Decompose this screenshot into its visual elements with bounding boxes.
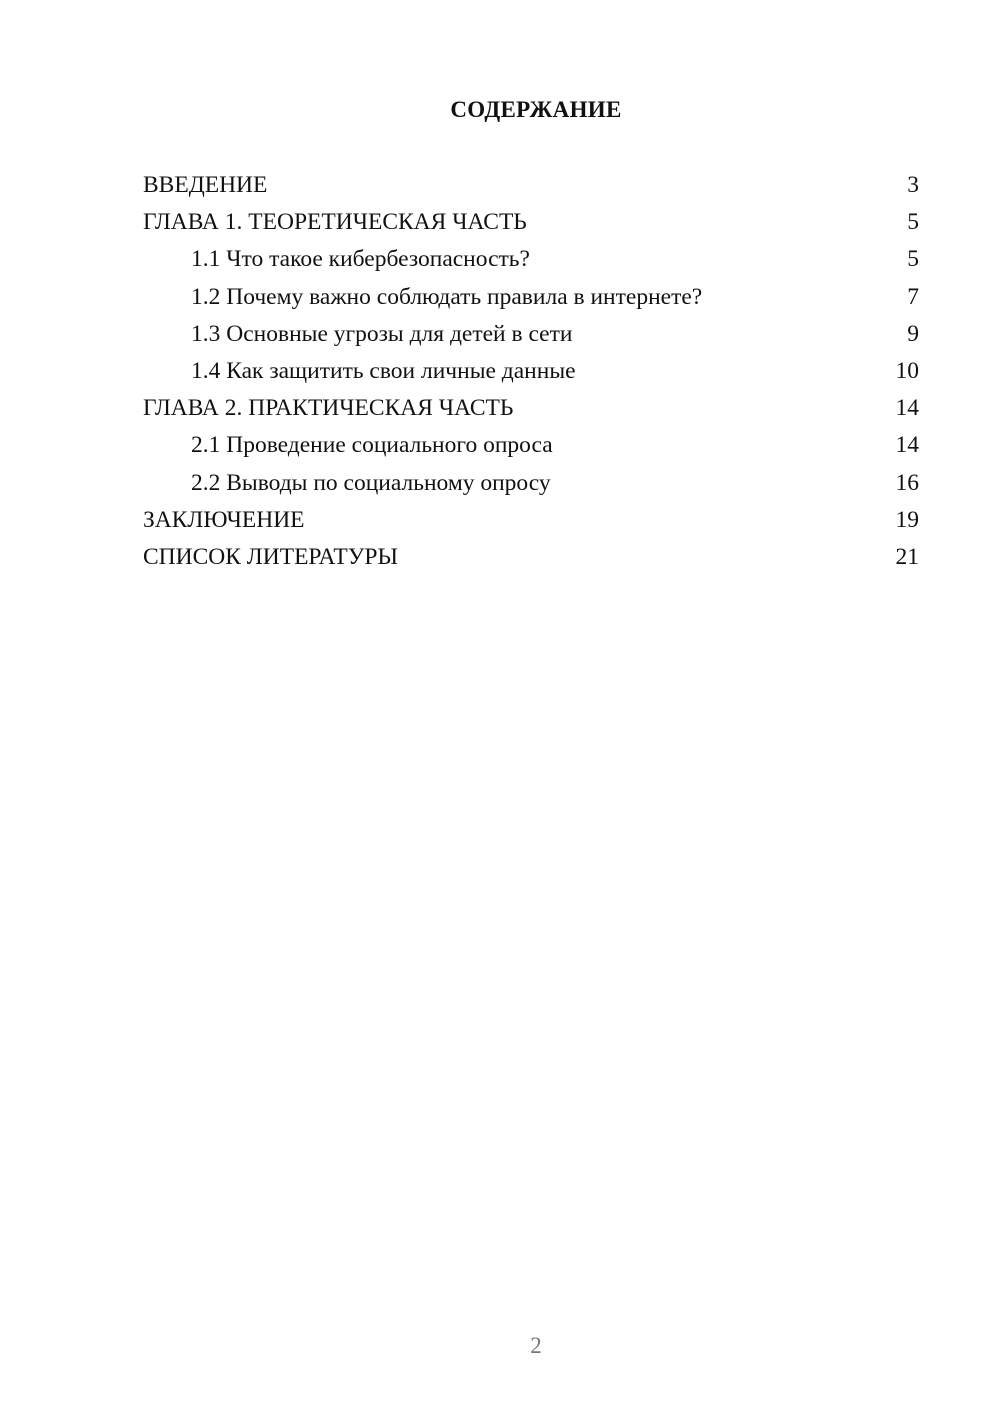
table-of-contents bbox=[143, 167, 919, 576]
toc-entry-label: ЗАКЛЮЧЕНИЕ bbox=[143, 506, 305, 533]
toc-entry-page: 16 bbox=[895, 469, 919, 496]
toc-entry bbox=[143, 465, 919, 502]
toc-entry bbox=[143, 204, 919, 241]
toc-entry bbox=[143, 167, 919, 204]
toc-entry bbox=[143, 316, 919, 353]
toc-entry-page: 3 bbox=[907, 172, 919, 198]
toc-entry-label: СПИСОК ЛИТЕРАТУРЫ bbox=[143, 543, 398, 570]
toc-entry-page: 21 bbox=[895, 543, 919, 570]
toc-entry-label: 1.2 Почему важно соблюдать правила в интернете? bbox=[191, 283, 703, 310]
toc-entry bbox=[143, 353, 919, 390]
toc-title: СОДЕРЖАНИЕ bbox=[450, 97, 622, 122]
toc-entry-label: 1.1 Что такое кибербезопасность? bbox=[191, 246, 530, 273]
toc-entry-page: 9 bbox=[907, 320, 919, 347]
toc-entry-label: ГЛАВА 1. ТЕОРЕТИЧЕСКАЯ ЧАСТЬ bbox=[143, 209, 527, 236]
toc-entry-label: ГЛАВА 2. ПРАКТИЧЕСКАЯ ЧАСТЬ bbox=[143, 395, 514, 422]
toc-entry bbox=[143, 502, 919, 539]
toc-entry-page: 14 bbox=[895, 395, 919, 422]
toc-entry-label: 1.4 Как защитить свои личные данные bbox=[191, 357, 576, 384]
toc-entry-page: 7 bbox=[907, 283, 919, 310]
toc-entry bbox=[143, 427, 919, 464]
page-number: 2 bbox=[530, 1333, 542, 1358]
toc-entry bbox=[143, 279, 919, 316]
toc-entry bbox=[143, 539, 919, 576]
toc-entry-label: ВВЕДЕНИЕ bbox=[143, 172, 268, 198]
toc-entry-label: 2.2 Выводы по социальному опросу bbox=[191, 469, 551, 496]
toc-entry-page: 10 bbox=[895, 357, 919, 384]
toc-entry bbox=[143, 241, 919, 278]
toc-entry-page: 19 bbox=[895, 506, 919, 533]
toc-entry-page: 5 bbox=[907, 246, 919, 273]
toc-entry-label: 1.3 Основные угрозы для детей в сети bbox=[191, 320, 573, 347]
toc-entry-label: 2.1 Проведение социального опроса bbox=[191, 432, 553, 459]
toc-entry bbox=[143, 390, 919, 427]
toc-entry-page: 5 bbox=[907, 209, 919, 236]
toc-entry-page: 14 bbox=[895, 432, 919, 459]
